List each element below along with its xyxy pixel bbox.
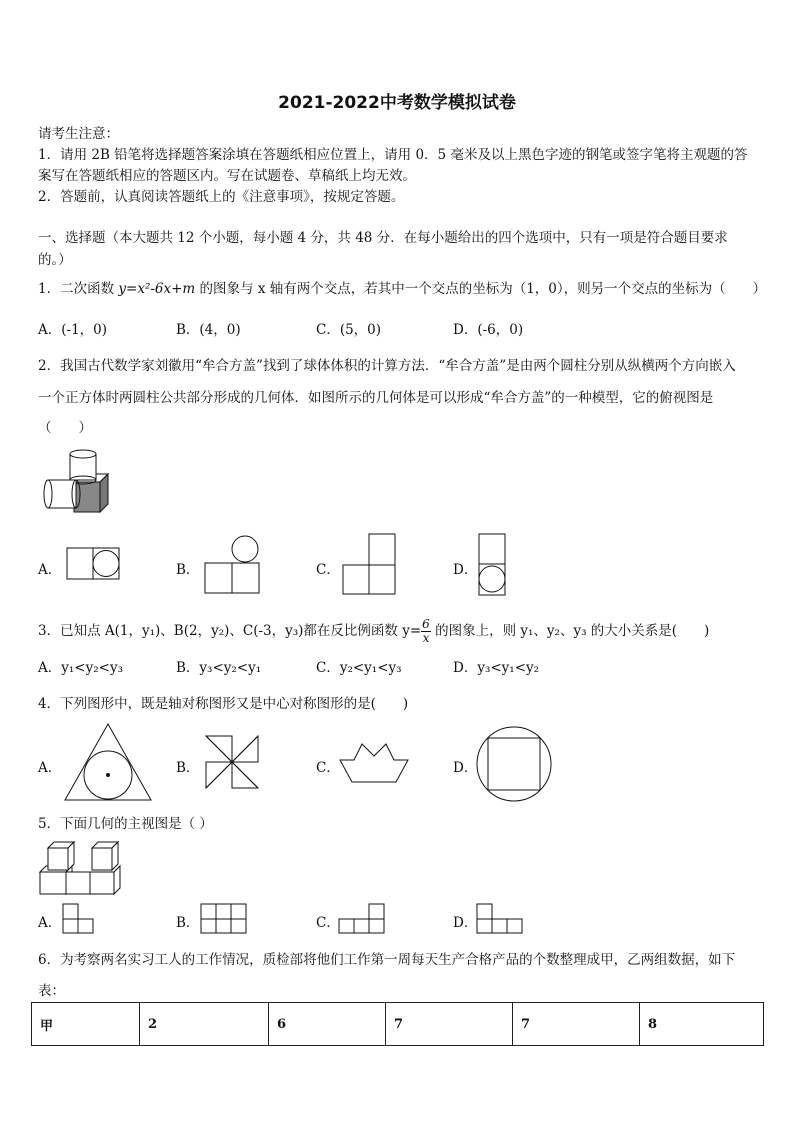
page-title: 2021-2022中考数学模拟试卷	[278, 93, 516, 113]
q2-model-figure	[40, 446, 106, 516]
q1-suffix: 的图象与 x 轴有两个交点，若其中一个交点的坐标为（1，0），则另一个交点的坐标为（ ）	[195, 281, 767, 297]
q4-option-b-figure[interactable]	[204, 734, 262, 792]
q6-stem-line2: 表：	[38, 983, 65, 999]
q5-option-b-figure[interactable]	[200, 903, 250, 935]
q1-option-b[interactable]: B．(4，0)	[176, 322, 241, 338]
q2-stem-line2: 一个正方体时两圆柱公共部分形成的几何体．如图所示的几何体是可以形成“牟合方盖”的一种模型，它的俯视图是	[38, 390, 714, 406]
q4-stem: 4．下列图形中，既是轴对称图形又是中心对称图形的是( )	[38, 696, 409, 712]
q4-option-a-figure[interactable]	[64, 722, 154, 802]
table-cell: 7	[513, 1003, 640, 1046]
q2-option-a-label[interactable]: A．	[38, 562, 62, 578]
q1-stem	[38, 277, 767, 297]
q3-option-a[interactable]: A．y₁<y₂<y₃	[38, 660, 123, 676]
q4-option-b-label[interactable]: B．	[176, 760, 200, 776]
q4-option-c-label[interactable]: C．	[316, 760, 340, 776]
q5-option-a-figure[interactable]	[62, 903, 96, 935]
q1-option-a[interactable]: A．(-1，0)	[38, 322, 108, 338]
q2-option-d-figure[interactable]	[478, 533, 508, 597]
q1-prefix: 1．二次函数	[38, 281, 119, 297]
q2-option-b-label[interactable]: B．	[176, 562, 200, 578]
q1-function: y=x²-6x+m	[118, 281, 196, 297]
notice-item: 1．请用 2B 铅笔将选择题答案涂填在答题纸相应位置上，请用 0．5 毫米及以上黑色字迹的钢笔或签字笔将主观题的答	[38, 147, 748, 163]
q2-stem-line3: （ ）	[38, 420, 92, 436]
q5-solid-figure	[40, 836, 120, 898]
q6-data-table	[31, 1002, 764, 1046]
q3-suffix: 的图象上，则 y₁、y₂、y₃ 的大小关系是( )	[430, 623, 710, 639]
q3-option-c[interactable]: C．y₂<y₁<y₃	[316, 660, 402, 676]
section-heading-line2: 的。）	[38, 252, 72, 268]
table-row	[32, 1003, 764, 1046]
q1-option-c[interactable]: C．(5，0)	[316, 322, 382, 338]
q5-option-c-label[interactable]: C．	[316, 915, 340, 931]
q3-frac-denominator: x	[422, 631, 430, 645]
q3-prefix: 3．已知点 A(1，y₁)、B(2，y₂)、C(-3，y₃)都在反比例函数 y=	[38, 623, 422, 639]
q5-option-b-label[interactable]: B．	[176, 915, 200, 931]
q2-option-c-label[interactable]: C．	[316, 562, 340, 578]
q2-stem-line1: 2．我国古代数学家刘徽用“牟合方盖”找到了球体体积的计算方法．“牟合方盖”是由两个圆柱分别从纵横两个方向嵌入	[38, 358, 736, 374]
q3-option-d[interactable]: D．y₃<y₁<y₂	[453, 660, 540, 676]
q5-option-d-figure[interactable]	[476, 903, 526, 935]
q4-option-a-label[interactable]: A．	[38, 760, 62, 776]
section-heading-line1: 一、选择题（本大题共 12 个小题，每小题 4 分，共 48 分．在每小题给出的四个选项中，只有一项是符合题目要求	[38, 230, 728, 246]
q1-option-d[interactable]: D．(-6，0)	[453, 322, 524, 338]
q2-option-d-label[interactable]: D．	[453, 562, 478, 578]
q6-stem-line1: 6．为考察两名实习工人的工作情况，质检部将他们工作第一周每天生产合格产品的个数整理成甲，乙两组数据，如下	[38, 952, 736, 968]
q5-option-c-figure[interactable]	[338, 903, 388, 935]
q4-option-c-figure[interactable]	[338, 738, 412, 786]
q3-stem	[38, 618, 758, 645]
q5-stem: 5．下面几何的主视图是（ ）	[38, 816, 213, 832]
table-cell: 2	[140, 1003, 269, 1046]
table-cell: 6	[269, 1003, 386, 1046]
table-cell: 7	[386, 1003, 513, 1046]
table-cell-label: 甲	[32, 1003, 140, 1046]
q5-option-a-label[interactable]: A．	[38, 915, 62, 931]
q4-option-d-label[interactable]: D．	[453, 760, 478, 776]
q2-option-c-figure[interactable]	[342, 533, 398, 595]
table-cell: 8	[640, 1003, 764, 1046]
q3-frac-numerator: 6	[422, 617, 430, 631]
notice-item: 案写在答题纸相应的答题区内。写在试题卷、草稿纸上均无效。	[38, 168, 416, 184]
notice-item: 2．答题前，认真阅读答题纸上的《注意事项》，按规定答题。	[38, 189, 405, 205]
q3-option-b[interactable]: B．y₃<y₂<y₁	[176, 660, 262, 676]
q5-option-d-label[interactable]: D．	[453, 915, 478, 931]
q2-option-a-figure[interactable]	[66, 547, 122, 581]
notice-heading: 请考生注意：	[38, 126, 119, 142]
q3-fraction	[421, 618, 431, 645]
q2-option-b-figure[interactable]	[204, 533, 262, 595]
q4-option-d-figure[interactable]	[476, 726, 554, 804]
